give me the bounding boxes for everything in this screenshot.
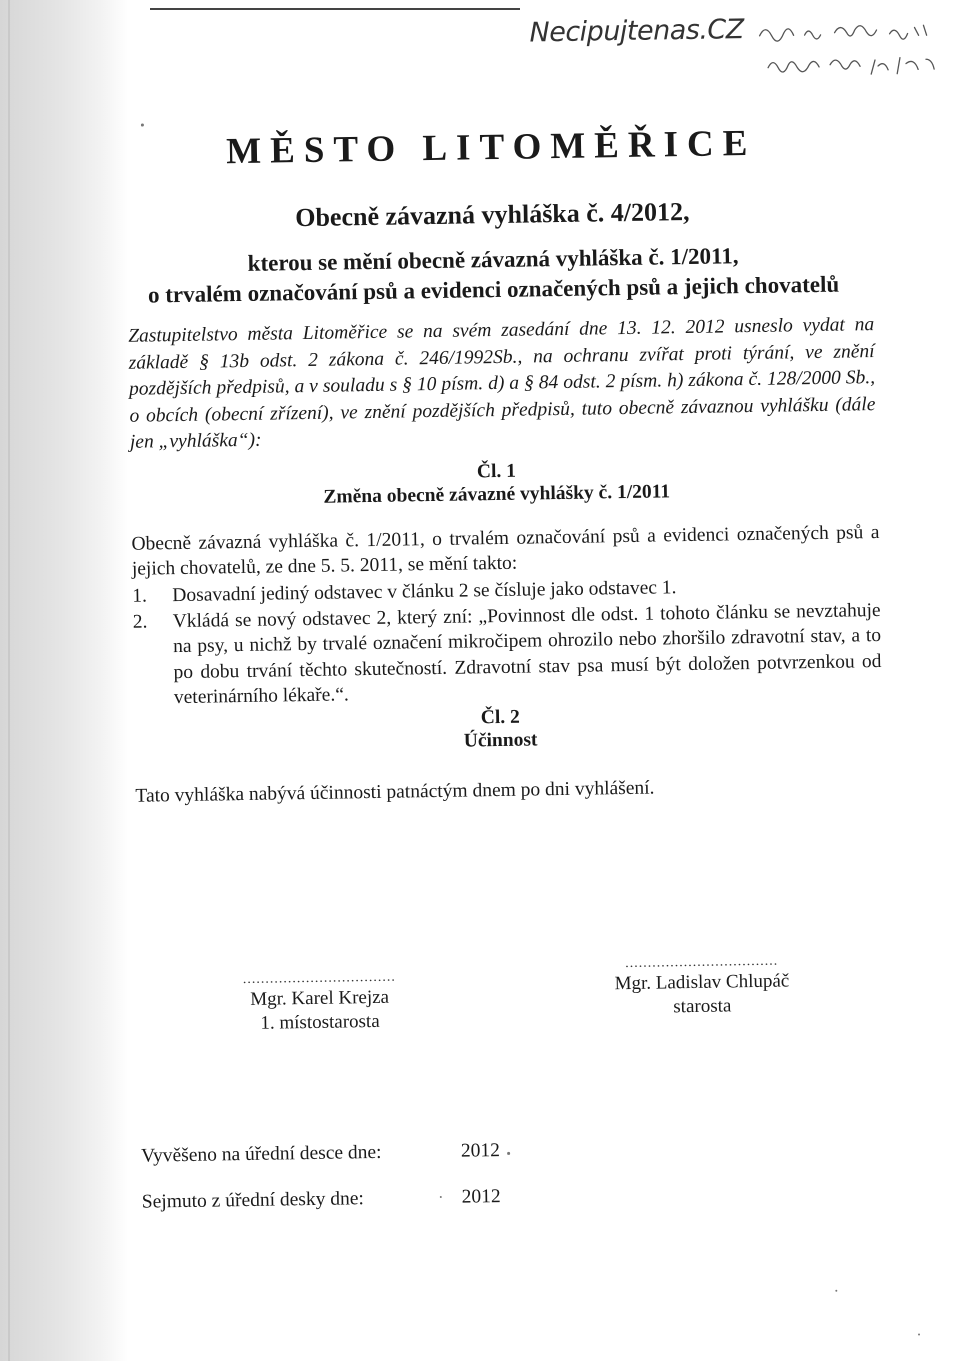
city-title: MĚSTO LITOMĚŘICE: [225, 122, 757, 173]
removed-value: 2012: [461, 1186, 501, 1208]
signature-line: ..................................: [625, 953, 779, 972]
list-item-text: Vkládá se nový odstavec 2, který zní: „Povinnost dle odst. 1 tohoto článku se nevztahuje na psy, u nichž by trvalé označení mikročipem ohrozilo nebo zhoršilo zdravotní stav, a to po dobu trvání těchto skutečností. Zdravotní stav psa musí být doložen potvrzenkou od veterinárního lékaře.“.: [172, 599, 882, 709]
ordinance-title: Obecně závazná vyhláška č. 4/2012,: [294, 196, 690, 233]
amendment-list: [132, 572, 882, 711]
posted-label: Vyvěšeno na úřední desce dne:: [140, 1141, 382, 1167]
watermark: Necipujtenas.CZ: [529, 14, 745, 49]
signatory-role: starosta: [673, 995, 732, 1018]
preamble: Zastupitelstvo města Litoměřice se na svém zasedání dne 13. 12. 2012 usneslo vydat na základě § 13b odst. 2 zákona č. 246/1992Sb., na ochranu zvířat proti týrání, ve znění pozdějších předpisů, a v souladu s § 10 písm. d) a § 84 odst. 2 písm. h) zákona č. 128/2000 Sb., o obcích (obecní zřízení), ve znění pozdějších předpisů, tuto obecně závaznou vyhlášku (dále jen „vyhláška“):: [128, 314, 876, 453]
removed-date-row: [142, 1186, 501, 1214]
ordinance-subtitle-2: o trvalém označování psů a evidenci označených psů a jejich chovatelů: [147, 271, 840, 308]
article-1-title: Změna obecně závazné vyhlášky č. 1/2011: [323, 481, 671, 508]
article-2-title: Účinnost: [463, 729, 538, 752]
article-1-text: Obecně závazná vyhláška č. 1/2011, o trvalém označování psů a evidenci označených psů a jejich chovatelů, ze dne 5. 5. 2011, se mění takto:: [131, 522, 880, 580]
posted-value: 2012: [460, 1140, 501, 1162]
signatory-name: Mgr. Karel Krejza: [250, 986, 390, 1010]
signatory-name: Mgr. Ladislav Chlupáč: [614, 970, 790, 995]
signature-block-deputy-mayor: [214, 969, 425, 1036]
removed-label: Sejmuto z úřední desky dne:: [141, 1188, 365, 1213]
list-item: [133, 598, 883, 712]
posted-date-row: [141, 1140, 500, 1168]
signature-block-mayor: [594, 953, 810, 1020]
signature-line: ..................................: [242, 969, 396, 988]
ordinance-subtitle-1: kterou se mění obecně závazná vyhláška č. 1/2011,: [247, 243, 739, 276]
list-item-text: Dosavadní jediný odstavec v článku 2 se čísluje jako odstavec 1.: [172, 577, 677, 607]
list-item-number: 1.: [132, 585, 148, 607]
handwritten-note: [749, 3, 950, 96]
signatory-role: 1. místostarosta: [260, 1010, 380, 1034]
list-item-number: 2.: [132, 611, 148, 633]
article-2-text: Tato vyhláška nabývá účinnosti patnáctým dnem po dni vyhlášení.: [135, 777, 655, 807]
article-1-number: Čl. 1: [476, 460, 517, 483]
article-2-number: Čl. 2: [480, 706, 520, 729]
